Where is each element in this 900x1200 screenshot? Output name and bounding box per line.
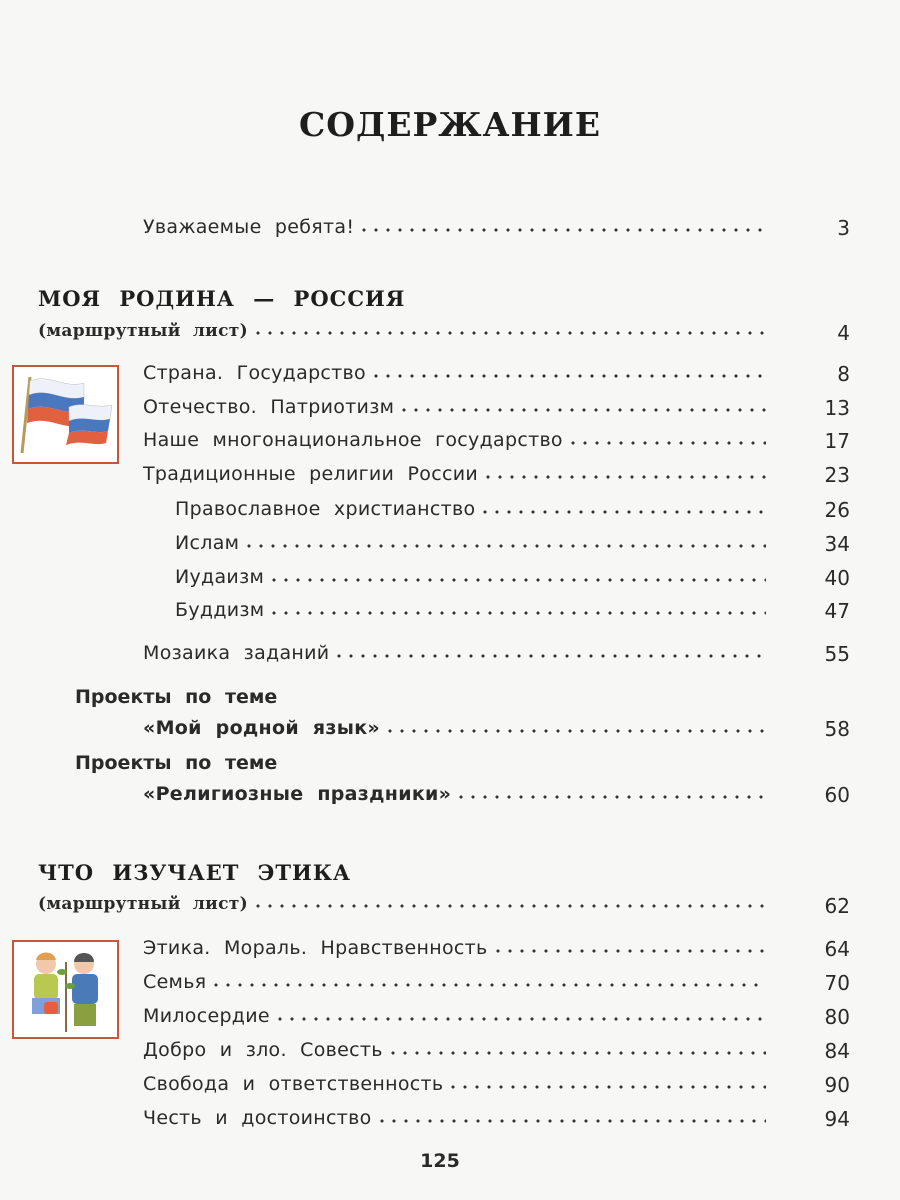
- toc-entry[interactable]: [0, 566, 900, 596]
- page-title: СОДЕРЖАНИЕ: [298, 105, 601, 144]
- toc-entry[interactable]: [0, 642, 900, 672]
- entry-page: 8: [837, 362, 850, 386]
- entry-label: «Религиозные праздники»: [143, 783, 452, 805]
- entry-label: Страна. Государство: [143, 362, 366, 384]
- projects-heading: Проекты по теме: [75, 752, 278, 774]
- toc-entry[interactable]: [0, 463, 900, 493]
- toc-entry[interactable]: [0, 532, 900, 562]
- toc-entry[interactable]: [0, 429, 900, 459]
- entry-page: 90: [824, 1073, 850, 1097]
- entry-page: 60: [824, 783, 850, 807]
- leader-dots: [252, 330, 766, 336]
- section-heading: МОЯ РОДИНА — РОССИЯ: [38, 286, 406, 311]
- section-heading: ЧТО ИЗУЧАЕТ ЭТИКА: [38, 860, 352, 885]
- entry-page: 17: [824, 429, 850, 453]
- entry-label: (маршрутный лист): [38, 894, 248, 914]
- entry-label: Ислам: [175, 532, 240, 554]
- entry-label: Мозаика заданий: [143, 642, 330, 664]
- toc-entry[interactable]: [0, 321, 900, 351]
- entry-label: Уважаемые ребята!: [143, 216, 355, 238]
- entry-label: Добро и зло. Совесть: [143, 1039, 383, 1061]
- leader-dots: [447, 1084, 766, 1090]
- toc-entry[interactable]: [0, 396, 900, 426]
- entry-label: «Мой родной язык»: [143, 717, 380, 739]
- projects-heading: Проекты по теме: [75, 686, 278, 708]
- toc-entry[interactable]: [0, 894, 900, 924]
- toc-entry[interactable]: [0, 783, 900, 813]
- entry-page: 4: [837, 321, 850, 345]
- leader-dots: [479, 509, 766, 515]
- entry-page: 55: [824, 642, 850, 666]
- toc-entry[interactable]: [0, 216, 900, 246]
- leader-dots: [567, 440, 766, 446]
- toc-entry[interactable]: [0, 971, 900, 1001]
- leader-dots: [398, 407, 766, 413]
- entry-label: Наше многонациональное государство: [143, 429, 563, 451]
- entry-page: 64: [824, 937, 850, 961]
- entry-page: 13: [824, 396, 850, 420]
- toc-entry[interactable]: [0, 599, 900, 629]
- entry-label: Семья: [143, 971, 207, 993]
- entry-page: 70: [824, 971, 850, 995]
- leader-dots: [252, 903, 766, 909]
- entry-page: 58: [824, 717, 850, 741]
- leader-dots: [243, 543, 766, 549]
- page-number: 125: [420, 1150, 460, 1172]
- entry-label: (маршрутный лист): [38, 321, 248, 341]
- entry-page: 62: [824, 894, 850, 918]
- leader-dots: [268, 577, 766, 583]
- leader-dots: [455, 794, 771, 800]
- entry-label: Милосердие: [143, 1005, 270, 1027]
- entry-page: 47: [824, 599, 850, 623]
- leader-dots: [358, 227, 766, 233]
- toc-entry[interactable]: [0, 1107, 900, 1137]
- entry-label: Честь и достоинство: [143, 1107, 372, 1129]
- leader-dots: [384, 728, 766, 734]
- entry-label: Иудаизм: [175, 566, 265, 588]
- entry-label: Традиционные религии России: [143, 463, 479, 485]
- leader-dots: [210, 982, 766, 988]
- entry-label: Буддизм: [175, 599, 265, 621]
- entry-page: 23: [824, 463, 850, 487]
- entry-page: 40: [824, 566, 850, 590]
- toc-entry[interactable]: [0, 1039, 900, 1069]
- leader-dots: [376, 1118, 766, 1124]
- toc-entry[interactable]: [0, 1073, 900, 1103]
- entry-label: Этика. Мораль. Нравственность: [143, 937, 488, 959]
- toc-entry[interactable]: [0, 937, 900, 967]
- toc-entry[interactable]: [0, 498, 900, 528]
- entry-page: 94: [824, 1107, 850, 1131]
- toc-entry[interactable]: [0, 717, 900, 747]
- entry-label: Православное христианство: [175, 498, 476, 520]
- leader-dots: [387, 1050, 766, 1056]
- leader-dots: [482, 474, 766, 480]
- leader-dots: [274, 1016, 766, 1022]
- entry-page: 26: [824, 498, 850, 522]
- entry-label: Отечество. Патриотизм: [143, 396, 395, 418]
- leader-dots: [370, 373, 766, 379]
- entry-page: 34: [824, 532, 850, 556]
- entry-page: 80: [824, 1005, 850, 1029]
- entry-page: 3: [837, 216, 850, 240]
- toc-entry[interactable]: [0, 362, 900, 392]
- entry-page: 84: [824, 1039, 850, 1063]
- leader-dots: [333, 653, 766, 659]
- leader-dots: [268, 610, 766, 616]
- toc-entry[interactable]: [0, 1005, 900, 1035]
- entry-label: Свобода и ответственность: [143, 1073, 444, 1095]
- leader-dots: [492, 948, 767, 954]
